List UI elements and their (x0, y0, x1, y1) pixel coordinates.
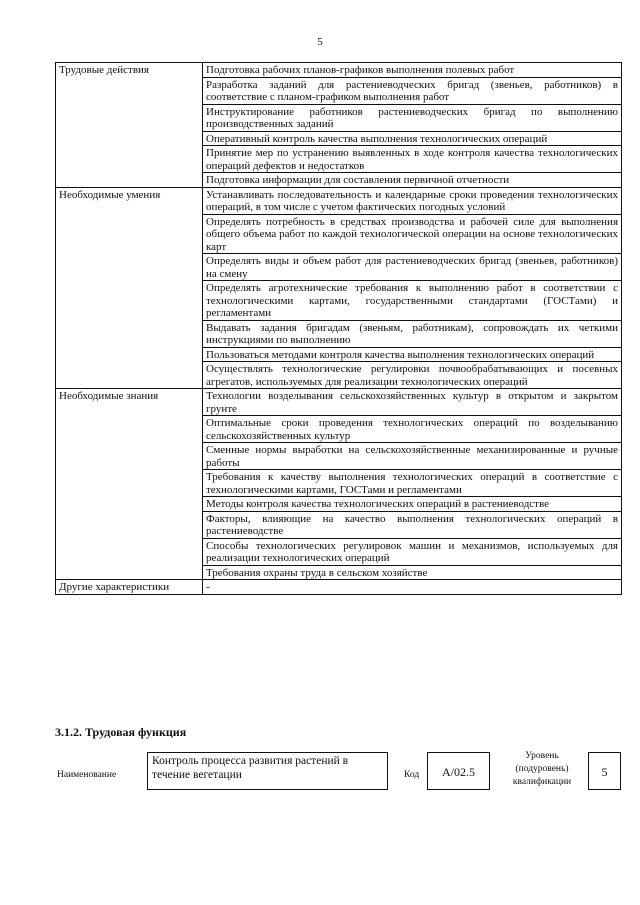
table-cell: Оптимальные сроки проведения технологических операций по возделыванию сельскохозяйственных культур (203, 416, 622, 443)
table-cell: Пользоваться методами контроля качества выполнения технологических операций (203, 347, 622, 362)
table-cell: Осуществлять технологические регулировки почвообрабатывающих и посевных агрегатов, используемых для реализации технологических операций (203, 362, 622, 389)
table-cell: Факторы, влияющие на качество выполнения технологических операций в растениеводстве (203, 511, 622, 538)
table-cell: Подготовка рабочих планов-графиков выполнения полевых работ (203, 63, 622, 78)
table-row (56, 580, 622, 595)
page-number: 5 (317, 36, 323, 48)
table-cell: Способы технологических регулировок машин и механизмов, используемых для реализации технологических операций (203, 538, 622, 565)
qualification-level-label: Уровень (подуровень) квалификации (512, 751, 572, 787)
section-label: Необходимые умения (56, 187, 203, 389)
table-row (56, 63, 622, 78)
section-label: Необходимые знания (56, 389, 203, 580)
function-name-field: Контроль процесса развития растений в течение вегетации (147, 752, 388, 790)
competency-table (55, 62, 622, 595)
table-cell: Принятие мер по устранению выявленных в ходе контроля качества технологических операций дефектов и недостатков (203, 146, 622, 173)
table-cell: Сменные нормы выработки на сельскохозяйственные механизированные и ручные работы (203, 443, 622, 470)
qualification-level-field: 5 (588, 752, 621, 790)
section-title: 3.1.2. Трудовая функция (55, 725, 187, 739)
table-cell: Разработка заданий для растениеводческих бригад (звеньев, работников) в соответствие с планом-графиком выполнения работ (203, 77, 622, 104)
function-code-field: А/02.5 (427, 752, 490, 790)
table-cell: Оперативный контроль качества выполнения технологических операций (203, 131, 622, 146)
table-cell: Определять потребность в средствах производства и рабочей силе для выполнения общего объема работ по каждой технологической операции на основе технологических карт (203, 214, 622, 254)
table-cell: Технологии возделывания сельскохозяйственных культур в открытом и закрытом грунте (203, 389, 622, 416)
section-label: Трудовые действия (56, 63, 203, 188)
table-cell: - (203, 580, 622, 595)
table-cell: Выдавать задания бригадам (звеньям, работникам), сопровождать их четкими инструкциями по выполнению (203, 320, 622, 347)
code-label: Код (404, 770, 420, 780)
table-cell: Требования к качеству выполнения технологических операций в соответствие с технологическими картами, ГОСТами и регламентами (203, 470, 622, 497)
table-row (56, 187, 622, 214)
table-cell: Определять агротехнические требования к выполнению работ в соответствии с технологическими картами, государственными стандартами (ГОСТами) и регламентами (203, 281, 622, 321)
table-cell: Инструктирование работников растениеводческих бригад по выполнению производственных заданий (203, 104, 622, 131)
table-cell: Требования охраны труда в сельском хозяйстве (203, 565, 622, 580)
name-label: Наименование (57, 770, 117, 780)
table-cell: Подготовка информации для составления первичной отчетности (203, 173, 622, 188)
table-cell: Определять виды и объем работ для растениеводческих бригад (звеньев, работников) на смену (203, 254, 622, 281)
table-cell: Устанавливать последовательность и календарные сроки проведения технологических операций, в том числе с учетом фактических погодных условий (203, 187, 622, 214)
table-cell: Методы контроля качества технологических операций в растениеводстве (203, 497, 622, 512)
table-row (56, 389, 622, 416)
section-label: Другие характеристики (56, 580, 203, 595)
labor-function-row (0, 750, 640, 800)
